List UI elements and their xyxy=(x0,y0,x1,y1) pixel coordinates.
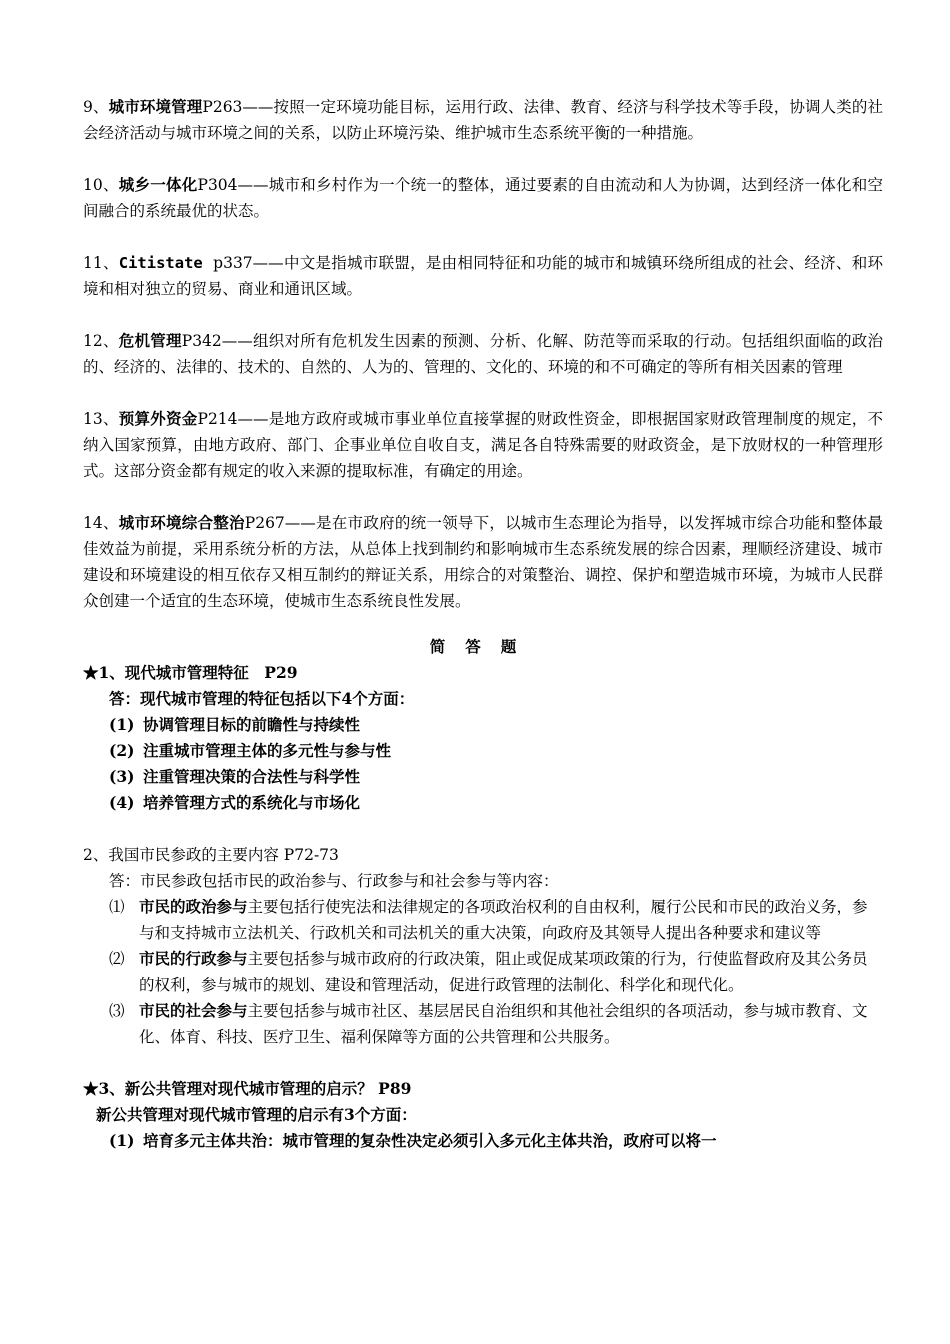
list-item: ⑵ 市民的行政参与主要包括参与城市政府的行政决策，阻止或促成某项政策的行为，行使监督政府及其公务员的权利，参与城市的规划、建设和管理活动，促进行政管理的法制化、科学化和现代化。 xyxy=(109,949,868,994)
definition-10: 10、城乡一体化P304——城市和乡村作为一个统一的整体，通过要素的自由流动和人为协调，达到经济一体化和空间融合的系统最优的状态。 xyxy=(83,175,883,220)
section-title: 简答题 xyxy=(429,637,537,656)
question-1-heading: ★1、现代城市管理特征 P29 xyxy=(83,663,298,682)
term: 城市环境综合整治 xyxy=(118,513,245,532)
list-item: ⑴ 市民的政治参与主要包括行使宪法和法律规定的各项政治权利的自由权利，履行公民和市民的政治义务，参与和支持城市立法机关、行政机关和司法机关的重大决策，向政府及其领导人提出各种要求和建议等 xyxy=(109,897,868,942)
list-item: (1) 培育多元主体共治：城市管理的复杂性决定必须引入多元化主体共治，政府可以将一 xyxy=(109,1131,717,1150)
question-3-heading: ★3、新公共管理对现代城市管理的启示？ P89 xyxy=(83,1079,412,1098)
question-2-intro: 答：市民参政包括市民的政治参与、行政参与和社会参与等内容： xyxy=(109,872,559,890)
definition-13: 13、预算外资金P214——是地方政府或城市事业单位直接掌握的财政性资金，即根据国家财政管理制度的规定，不纳入国家预算，由地方政府、部门、企事业单位自收自支，满足各自特殊需要的财政资金，是下放财权的一种管理形式。这部分资金都有规定的收入来源的提取标准，有确定的用途。 xyxy=(83,409,883,480)
list-item: (1) 协调管理目标的前瞻性与持续性 xyxy=(109,715,361,734)
definition-12: 12、危机管理P342——组织对所有危机发生因素的预测、分析、化解、防范等而采取的行动。包括组织面临的政治的、经济的、法律的、技术的、自然的、人为的、管理的、文化的、环境的和不可确定的等所有相关因素的管理 xyxy=(83,331,883,376)
term: Citistate xyxy=(118,254,203,272)
list-item: (3) 注重管理决策的合法性与科学性 xyxy=(109,767,361,786)
question-2-heading: 2、我国市民参政的主要内容 P72-73 xyxy=(83,846,339,864)
list-item: (4) 培养管理方式的系统化与市场化 xyxy=(109,793,361,812)
question-1-intro: 答：现代城市管理的特征包括以下4个方面： xyxy=(109,689,415,708)
definition-9: 9、城市环境管理P263——按照一定环境功能目标，运用行政、法律、教育、经济与科学技术等手段，协调人类的社会经济活动与城市环境之间的关系，以防止环境污染、维护城市生态系统平衡的一种措施。 xyxy=(83,97,883,142)
term: 危机管理 xyxy=(118,331,182,350)
document-page xyxy=(83,94,883,1154)
term: 城市环境管理 xyxy=(108,97,203,116)
definition-11: 11、Citistate p337——中文是指城市联盟，是由相同特征和功能的城市和城镇环绕所组成的社会、经济、和环境和相对独立的贸易、商业和通讯区域。 xyxy=(83,254,883,298)
term: 城乡一体化 xyxy=(118,175,198,194)
list-item: (2) 注重城市管理主体的多元性与参与性 xyxy=(109,741,392,760)
list-item: ⑶ 市民的社会参与主要包括参与城市社区、基层居民自治组织和其他社会组织的各项活动，参与城市教育、文化、体育、科技、医疗卫生、福利保障等方面的公共管理和公共服务。 xyxy=(109,1001,868,1046)
definition-14: 14、城市环境综合整治P267——是在市政府的统一领导下，以城市生态理论为指导，以发挥城市综合功能和整体最佳效益为前提，采用系统分析的方法，从总体上找到制约和影响城市生态系统发展的综合因素，理顺经济建设、城市建设和环境建设的相互依存又相互制约的辩证关系，用综合的对策整治、调控、保护和塑造城市环境，为城市人民群众创建一个适宜的生态环境，使城市生态系统良性发展。 xyxy=(83,513,883,610)
term: 预算外资金 xyxy=(118,409,198,428)
question-3-intro: 新公共管理对现代城市管理的启示有3个方面： xyxy=(96,1105,417,1124)
